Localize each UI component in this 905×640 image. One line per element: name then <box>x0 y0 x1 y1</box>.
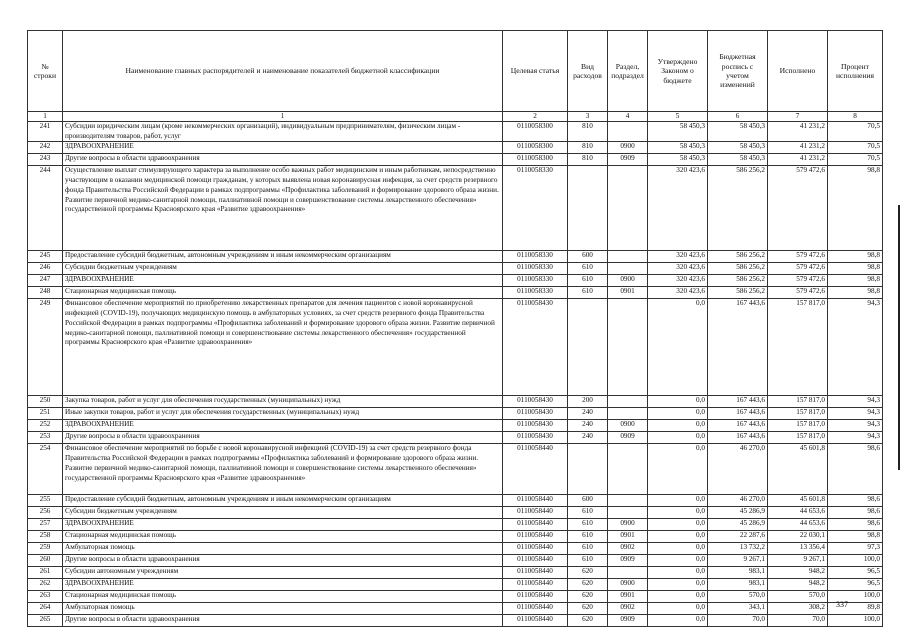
percent-cell: 100,0 <box>828 615 883 627</box>
expense-type-cell: 240 <box>568 408 608 420</box>
section-cell: 0909 <box>608 615 648 627</box>
schedule-cell: 13 732,2 <box>708 543 768 555</box>
row-number-cell: 264 <box>28 603 63 615</box>
row-number-cell: 254 <box>28 444 63 495</box>
schedule-cell: 58 450,3 <box>708 122 768 142</box>
percent-cell: 98,8 <box>828 275 883 287</box>
column-number: 6 <box>708 112 768 122</box>
target-article-cell: 0110058440 <box>503 531 568 543</box>
expense-type-cell: 610 <box>568 507 608 519</box>
row-name-cell: Иные закупки товаров, работ и услуг для обеспечения государственных (муниципальных) нужд <box>63 408 503 420</box>
table-row <box>28 495 883 507</box>
row-name-cell: ЗДРАВООХРАНЕНИЕ <box>63 579 503 591</box>
schedule-cell: 167 443,6 <box>708 408 768 420</box>
row-number-cell: 242 <box>28 142 63 154</box>
expense-type-cell: 610 <box>568 531 608 543</box>
table-row <box>28 579 883 591</box>
row-number-cell: 261 <box>28 567 63 579</box>
row-number-cell: 245 <box>28 251 63 263</box>
expense-type-cell: 620 <box>568 567 608 579</box>
approved-cell: 0,0 <box>648 567 708 579</box>
percent-cell: 98,6 <box>828 495 883 507</box>
executed-cell: 41 231,2 <box>768 142 828 154</box>
header-budget-schedule: Бюджетная роспись с учетом изменений <box>708 31 768 112</box>
schedule-cell: 167 443,6 <box>708 299 768 396</box>
target-article-cell: 0110058440 <box>503 507 568 519</box>
approved-cell: 320 423,6 <box>648 263 708 275</box>
section-cell <box>608 122 648 142</box>
executed-cell: 570,0 <box>768 591 828 603</box>
row-number-cell: 246 <box>28 263 63 275</box>
percent-cell: 98,8 <box>828 531 883 543</box>
table-row <box>28 543 883 555</box>
schedule-cell: 45 286,9 <box>708 507 768 519</box>
executed-cell: 44 653,6 <box>768 507 828 519</box>
table-row <box>28 299 883 396</box>
target-article-cell: 0110058430 <box>503 408 568 420</box>
approved-cell: 0,0 <box>648 444 708 495</box>
target-article-cell: 0110058330 <box>503 166 568 251</box>
section-cell: 0900 <box>608 519 648 531</box>
column-number: 7 <box>768 112 828 122</box>
column-number-row <box>28 112 883 122</box>
table-row <box>28 615 883 627</box>
approved-cell: 0,0 <box>648 603 708 615</box>
row-name-cell: Субсидии автономным учреждениям <box>63 567 503 579</box>
row-number-cell: 257 <box>28 519 63 531</box>
budget-execution-table <box>27 30 883 627</box>
header-section: Раздел, подраздел <box>608 31 648 112</box>
approved-cell: 0,0 <box>648 432 708 444</box>
table-row <box>28 166 883 251</box>
section-cell: 0900 <box>608 420 648 432</box>
executed-cell: 579 472,6 <box>768 166 828 251</box>
approved-cell: 0,0 <box>648 579 708 591</box>
expense-type-cell: 620 <box>568 579 608 591</box>
executed-cell: 157 817,0 <box>768 396 828 408</box>
executed-cell: 70,0 <box>768 615 828 627</box>
row-number-cell: 259 <box>28 543 63 555</box>
percent-cell: 96,5 <box>828 567 883 579</box>
approved-cell: 320 423,6 <box>648 287 708 299</box>
table-row <box>28 507 883 519</box>
section-cell: 0902 <box>608 603 648 615</box>
section-cell: 0900 <box>608 142 648 154</box>
expense-type-cell <box>568 299 608 396</box>
percent-cell: 98,8 <box>828 166 883 251</box>
schedule-cell: 586 256,2 <box>708 166 768 251</box>
row-name-cell: Другие вопросы в области здравоохранения <box>63 615 503 627</box>
target-article-cell: 0110058430 <box>503 420 568 432</box>
percent-cell: 70,5 <box>828 122 883 142</box>
row-number-cell: 249 <box>28 299 63 396</box>
executed-cell: 948,2 <box>768 579 828 591</box>
executed-cell: 41 231,2 <box>768 122 828 142</box>
section-cell <box>608 507 648 519</box>
schedule-cell: 983,1 <box>708 579 768 591</box>
row-name-cell: Амбулаторная помощь <box>63 603 503 615</box>
target-article-cell: 0110058430 <box>503 432 568 444</box>
percent-cell: 98,6 <box>828 519 883 531</box>
scan-edge-line <box>898 205 900 470</box>
table-row <box>28 142 883 154</box>
expense-type-cell: 610 <box>568 519 608 531</box>
percent-cell: 94,3 <box>828 420 883 432</box>
executed-cell: 157 817,0 <box>768 408 828 420</box>
header-name: Наименование главных распорядителей и наименование показателей бюджетной классификации <box>63 31 503 112</box>
schedule-cell: 343,1 <box>708 603 768 615</box>
percent-cell: 94,3 <box>828 299 883 396</box>
row-number-cell: 252 <box>28 420 63 432</box>
budget-table-sheet <box>27 30 882 627</box>
executed-cell: 22 030,1 <box>768 531 828 543</box>
percent-cell: 98,6 <box>828 507 883 519</box>
row-name-cell: Субсидии бюджетным учреждениям <box>63 263 503 275</box>
percent-cell: 96,5 <box>828 579 883 591</box>
schedule-cell: 167 443,6 <box>708 396 768 408</box>
executed-cell: 579 472,6 <box>768 275 828 287</box>
approved-cell: 0,0 <box>648 615 708 627</box>
expense-type-cell: 600 <box>568 495 608 507</box>
column-number: 4 <box>608 112 648 122</box>
schedule-cell: 586 256,2 <box>708 287 768 299</box>
section-cell: 0902 <box>608 543 648 555</box>
schedule-cell: 983,1 <box>708 567 768 579</box>
approved-cell: 0,0 <box>648 420 708 432</box>
row-number-cell: 243 <box>28 154 63 166</box>
target-article-cell: 0110058330 <box>503 275 568 287</box>
table-row <box>28 603 883 615</box>
target-article-cell: 0110058300 <box>503 154 568 166</box>
expense-type-cell: 610 <box>568 555 608 567</box>
table-row <box>28 154 883 166</box>
approved-cell: 0,0 <box>648 555 708 567</box>
expense-type-cell: 610 <box>568 263 608 275</box>
row-number-cell: 241 <box>28 122 63 142</box>
percent-cell: 70,5 <box>828 142 883 154</box>
row-name-cell: Закупка товаров, работ и услуг для обеспечения государственных (муниципальных) нужд <box>63 396 503 408</box>
approved-cell: 58 450,3 <box>648 122 708 142</box>
section-cell <box>608 408 648 420</box>
table-header-row <box>28 31 883 112</box>
schedule-cell: 45 286,9 <box>708 519 768 531</box>
row-name-cell: ЗДРАВООХРАНЕНИЕ <box>63 142 503 154</box>
row-name-cell: Стационарная медицинская помощь <box>63 531 503 543</box>
header-row-number: № строки <box>28 31 63 112</box>
table-row <box>28 408 883 420</box>
percent-cell: 98,8 <box>828 251 883 263</box>
expense-type-cell: 610 <box>568 543 608 555</box>
header-expense-type: Вид расходов <box>568 31 608 112</box>
column-number: 1 <box>63 112 503 122</box>
percent-cell: 98,6 <box>828 444 883 495</box>
row-number-cell: 260 <box>28 555 63 567</box>
row-number-cell: 262 <box>28 579 63 591</box>
row-name-cell: Стационарная медицинская помощь <box>63 287 503 299</box>
expense-type-cell <box>568 166 608 251</box>
expense-type-cell: 610 <box>568 287 608 299</box>
schedule-cell: 167 443,6 <box>708 432 768 444</box>
executed-cell: 45 601,8 <box>768 444 828 495</box>
schedule-cell: 586 256,2 <box>708 251 768 263</box>
percent-cell: 94,3 <box>828 408 883 420</box>
schedule-cell: 58 450,3 <box>708 142 768 154</box>
expense-type-cell: 620 <box>568 591 608 603</box>
row-number-cell: 255 <box>28 495 63 507</box>
table-row <box>28 444 883 495</box>
executed-cell: 157 817,0 <box>768 420 828 432</box>
expense-type-cell: 240 <box>568 420 608 432</box>
row-number-cell: 258 <box>28 531 63 543</box>
approved-cell: 320 423,6 <box>648 275 708 287</box>
row-number-cell: 248 <box>28 287 63 299</box>
target-article-cell: 0110058440 <box>503 579 568 591</box>
row-name-cell: Финансовое обеспечение мероприятий по приобретению лекарственных препаратов для лечения пациентов с новой коронавирусной инфекцией (COVID-19), получающих медицинскую помощь в амбулаторных условиях, за счет средств резервного фонда Правительства Российской Федерации в рамках подпрограммы «Профилактика заболеваний и формирование здорового образа жизни. Развитие первичной медико-санитарной помощи, паллиативной помощи и совершенствование системы лекарственного обеспечения» государственной программы Красноярского края «Развитие здравоохранения» <box>63 299 503 396</box>
target-article-cell: 0110058440 <box>503 519 568 531</box>
target-article-cell: 0110058440 <box>503 591 568 603</box>
expense-type-cell: 810 <box>568 142 608 154</box>
executed-cell: 13 356,4 <box>768 543 828 555</box>
table-body <box>28 122 883 627</box>
section-cell: 0909 <box>608 555 648 567</box>
schedule-cell: 9 267,1 <box>708 555 768 567</box>
schedule-cell: 70,0 <box>708 615 768 627</box>
section-cell <box>608 263 648 275</box>
table-row <box>28 432 883 444</box>
expense-type-cell: 620 <box>568 615 608 627</box>
approved-cell: 0,0 <box>648 519 708 531</box>
schedule-cell: 167 443,6 <box>708 420 768 432</box>
executed-cell: 579 472,6 <box>768 251 828 263</box>
approved-cell: 0,0 <box>648 408 708 420</box>
column-number: 5 <box>648 112 708 122</box>
section-cell: 0900 <box>608 579 648 591</box>
row-name-cell: ЗДРАВООХРАНЕНИЕ <box>63 519 503 531</box>
row-number-cell: 244 <box>28 166 63 251</box>
table-row <box>28 591 883 603</box>
row-number-cell: 250 <box>28 396 63 408</box>
expense-type-cell: 810 <box>568 154 608 166</box>
target-article-cell: 0110058440 <box>503 567 568 579</box>
target-article-cell: 0110058440 <box>503 603 568 615</box>
schedule-cell: 46 270,0 <box>708 495 768 507</box>
schedule-cell: 570,0 <box>708 591 768 603</box>
expense-type-cell: 620 <box>568 603 608 615</box>
header-executed: Исполнено <box>768 31 828 112</box>
expense-type-cell: 810 <box>568 122 608 142</box>
section-cell: 0901 <box>608 287 648 299</box>
executed-cell: 948,2 <box>768 567 828 579</box>
target-article-cell: 0110058330 <box>503 287 568 299</box>
target-article-cell: 0110058440 <box>503 615 568 627</box>
row-name-cell: Предоставление субсидий бюджетным, автономным учреждениям и иным некоммерческим организациям <box>63 251 503 263</box>
row-name-cell: Субсидии юридическим лицам (кроме некоммерческих организаций), индивидуальным предпринимателям, физическим лицам - производителям товаров, работ, услуг <box>63 122 503 142</box>
executed-cell: 45 601,8 <box>768 495 828 507</box>
schedule-cell: 586 256,2 <box>708 263 768 275</box>
approved-cell: 320 423,6 <box>648 166 708 251</box>
row-number-cell: 247 <box>28 275 63 287</box>
percent-cell: 100,0 <box>828 555 883 567</box>
row-name-cell: ЗДРАВООХРАНЕНИЕ <box>63 275 503 287</box>
executed-cell: 41 231,2 <box>768 154 828 166</box>
executed-cell: 579 472,6 <box>768 287 828 299</box>
section-cell <box>608 495 648 507</box>
target-article-cell: 0110058300 <box>503 142 568 154</box>
row-name-cell: Финансовое обеспечение мероприятий по борьбе с новой коронавирусной инфекцией (COVID-19) за счет средств резервного фонда Правительства Российской Федерации в рамках подпрограммы «Профилактика заболеваний и формирование здорового образа жизни. Развитие первичной медико-санитарной помощи, паллиативной помощи и совершенствование системы лекарственного обеспечения» государственной программы Красноярского края «Развитие здравоохранения» <box>63 444 503 495</box>
percent-cell: 94,3 <box>828 432 883 444</box>
percent-cell: 89,8 <box>828 603 883 615</box>
percent-cell: 98,8 <box>828 263 883 275</box>
section-cell: 0900 <box>608 275 648 287</box>
table-row <box>28 122 883 142</box>
row-number-cell: 265 <box>28 615 63 627</box>
percent-cell: 100,0 <box>828 591 883 603</box>
table-row <box>28 287 883 299</box>
row-name-cell: Стационарная медицинская помощь <box>63 591 503 603</box>
percent-cell: 94,3 <box>828 396 883 408</box>
target-article-cell: 0110058430 <box>503 299 568 396</box>
executed-cell: 579 472,6 <box>768 263 828 275</box>
row-name-cell: Предоставление субсидий бюджетным, автономным учреждениям и иным некоммерческим организациям <box>63 495 503 507</box>
row-name-cell: Другие вопросы в области здравоохранения <box>63 432 503 444</box>
target-article-cell: 0110058430 <box>503 396 568 408</box>
row-number-cell: 263 <box>28 591 63 603</box>
target-article-cell: 0110058440 <box>503 444 568 495</box>
executed-cell: 308,2 <box>768 603 828 615</box>
page-number: 337 <box>836 600 848 609</box>
executed-cell: 157 817,0 <box>768 299 828 396</box>
executed-cell: 44 653,6 <box>768 519 828 531</box>
expense-type-cell: 610 <box>568 275 608 287</box>
target-article-cell: 0110058300 <box>503 122 568 142</box>
section-cell <box>608 166 648 251</box>
row-name-cell: ЗДРАВООХРАНЕНИЕ <box>63 420 503 432</box>
header-approved: Утверждено Законом о бюджете <box>648 31 708 112</box>
section-cell <box>608 299 648 396</box>
schedule-cell: 586 256,2 <box>708 275 768 287</box>
section-cell: 0901 <box>608 531 648 543</box>
row-name-cell: Амбулаторная помощь <box>63 543 503 555</box>
target-article-cell: 0110058440 <box>503 495 568 507</box>
row-number-cell: 251 <box>28 408 63 420</box>
approved-cell: 0,0 <box>648 591 708 603</box>
section-cell: 0901 <box>608 591 648 603</box>
table-row <box>28 555 883 567</box>
table-row <box>28 251 883 263</box>
row-name-cell: Другие вопросы в области здравоохранения <box>63 555 503 567</box>
column-number: 3 <box>568 112 608 122</box>
schedule-cell: 58 450,3 <box>708 154 768 166</box>
section-cell <box>608 251 648 263</box>
header-target-article: Целевая статья <box>503 31 568 112</box>
section-cell <box>608 567 648 579</box>
percent-cell: 98,8 <box>828 287 883 299</box>
section-cell: 0909 <box>608 432 648 444</box>
approved-cell: 0,0 <box>648 531 708 543</box>
executed-cell: 9 267,1 <box>768 555 828 567</box>
expense-type-cell: 600 <box>568 251 608 263</box>
table-row <box>28 275 883 287</box>
table-row <box>28 420 883 432</box>
approved-cell: 0,0 <box>648 543 708 555</box>
table-row <box>28 519 883 531</box>
row-number-cell: 253 <box>28 432 63 444</box>
table-row <box>28 263 883 275</box>
approved-cell: 0,0 <box>648 299 708 396</box>
schedule-cell: 46 270,0 <box>708 444 768 495</box>
row-name-cell: Другие вопросы в области здравоохранения <box>63 154 503 166</box>
expense-type-cell: 200 <box>568 396 608 408</box>
row-number-cell: 256 <box>28 507 63 519</box>
approved-cell: 58 450,3 <box>648 142 708 154</box>
expense-type-cell <box>568 444 608 495</box>
target-article-cell: 0110058440 <box>503 543 568 555</box>
approved-cell: 0,0 <box>648 507 708 519</box>
expense-type-cell: 240 <box>568 432 608 444</box>
column-number: 1 <box>28 112 63 122</box>
target-article-cell: 0110058440 <box>503 555 568 567</box>
approved-cell: 0,0 <box>648 396 708 408</box>
executed-cell: 157 817,0 <box>768 432 828 444</box>
approved-cell: 320 423,6 <box>648 251 708 263</box>
header-percent: Процент исполнения <box>828 31 883 112</box>
table-row <box>28 567 883 579</box>
column-number: 8 <box>828 112 883 122</box>
column-number: 2 <box>503 112 568 122</box>
schedule-cell: 22 287,6 <box>708 531 768 543</box>
approved-cell: 58 450,3 <box>648 154 708 166</box>
section-cell <box>608 396 648 408</box>
approved-cell: 0,0 <box>648 495 708 507</box>
percent-cell: 97,3 <box>828 543 883 555</box>
target-article-cell: 0110058330 <box>503 251 568 263</box>
row-name-cell: Осуществление выплат стимулирующего характера за выполнение особо важных работ медицинским и иным работникам, непосредственно участвующим в оказании медицинской помощи гражданам, у которых выявлена новая коронавирусная инфекция, за счет средств резервного фонда Правительства Российской Федерации в рамках подпрограммы «Профилактика заболеваний и формирование здорового образа жизни. Развитие первичной медико-санитарной помощи, паллиативной помощи и совершенствование системы лекарственного обеспечения» государственной программы Красноярского края «Развитие здравоохранения» <box>63 166 503 251</box>
table-row <box>28 531 883 543</box>
section-cell <box>608 444 648 495</box>
row-name-cell: Субсидии бюджетным учреждениям <box>63 507 503 519</box>
section-cell: 0909 <box>608 154 648 166</box>
target-article-cell: 0110058330 <box>503 263 568 275</box>
table-row <box>28 396 883 408</box>
percent-cell: 70,5 <box>828 154 883 166</box>
